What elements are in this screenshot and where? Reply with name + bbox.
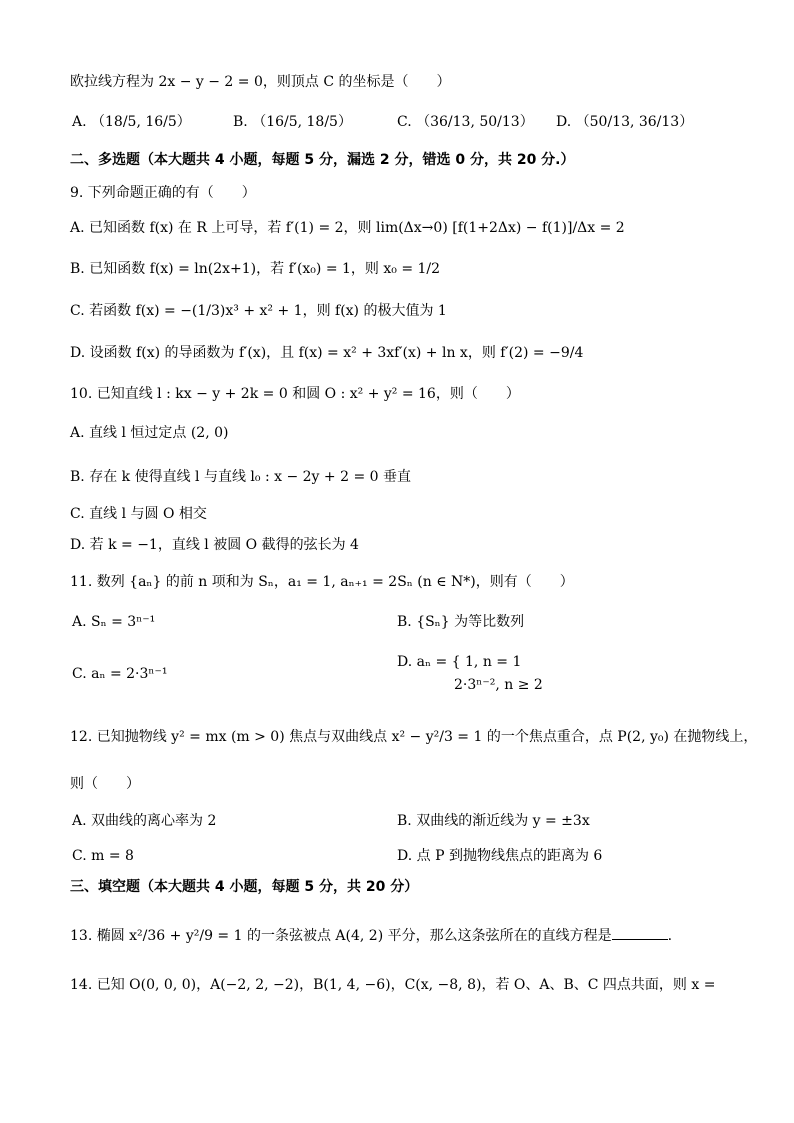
q10-option-b: B. 存在 k 使得直线 l 与直线 l₀ : x − 2y + 2 = 0 垂直 [70,469,411,485]
q10-option-a: A. 直线 l 恒过定点 (2, 0) [70,425,229,441]
q13-text: 13. 椭圆 x²/36 + y²/9 = 1 的一条弦被点 A(4, 2) 平分，那么这条弦所在的直线方程是 [70,928,612,944]
q10-option-c: C. 直线 l 与圆 O 相交 [70,506,207,522]
q11-option-c: C. aₙ = 2·3ⁿ⁻¹ [72,666,168,682]
q9-option-a: A. 已知函数 f(x) 在 R 上可导，若 f′(1) = 2，则 lim(Δx→0) [f(1+2Δx) − f(1)]/Δx = 2 [70,220,625,236]
q12-option-d: D. 点 P 到抛物线焦点的距离为 6 [397,848,603,864]
section-2-heading: 二、多选题（本大题共 4 小题，每题 5 分，漏选 2 分，错选 0 分，共 20 分.） [70,152,575,168]
q8-stem-cont: 欧拉线方程为 2x − y − 2 = 0，则顶点 C 的坐标是（ ） [70,74,451,90]
q12-stem: 12. 已知抛物线 y² = mx (m > 0) 焦点与双曲线点 x² − y²/3 = 1 的一个焦点重合，点 P(2, y₀) 在抛物线上， [70,729,758,745]
q13-period: . [667,928,673,944]
q9-option-d: D. 设函数 f(x) 的导函数为 f′(x)，且 f(x) = x² + 3xf′(x) + ln x，则 f′(2) = −9/4 [70,345,584,361]
q11-option-b: B. {Sₙ} 为等比数列 [397,614,525,630]
q11-option-a: A. Sₙ = 3ⁿ⁻¹ [72,614,156,630]
q11-option-d-line1: D. aₙ = { 1, n = 1 [397,654,522,670]
q9-stem: 9. 下列命题正确的有（ ） [70,185,256,201]
q9-option-c: C. 若函数 f(x) = −(1/3)x³ + x² + 1，则 f(x) 的极大值为 1 [70,303,447,319]
q8-option-b: B. （16/5, 18/5） [233,114,352,130]
answer-blank[interactable] [612,925,668,940]
q12-option-c: C. m = 8 [72,848,134,864]
q8-option-c: C. （36/13, 50/13） [397,114,534,130]
q13-stem [70,925,672,946]
q12-option-a: A. 双曲线的离心率为 2 [72,813,217,829]
q14-stem: 14. 已知 O(0, 0, 0)，A(−2, 2, −2)，B(1, 4, −6)，C(x, −8, 8)，若 O、A、B、C 四点共面，则 x = [70,977,716,993]
q12-stem-cont: 则（ ） [70,776,140,792]
q9-option-b: B. 已知函数 f(x) = ln(2x+1)，若 f′(x₀) = 1，则 x₀ = 1/2 [70,261,441,277]
q8-option-a: A. （18/5, 16/5） [72,114,191,130]
q10-option-d: D. 若 k = −1，直线 l 被圆 O 截得的弦长为 4 [70,537,359,553]
q12-option-b: B. 双曲线的渐近线为 y = ±3x [397,813,590,829]
q11-stem: 11. 数列 {aₙ} 的前 n 项和为 Sₙ，a₁ = 1, aₙ₊₁ = 2Sₙ (n ∈ N*)，则有（ ） [70,574,574,590]
q8-option-d: D. （50/13, 36/13） [556,114,694,130]
q10-stem: 10. 已知直线 l : kx − y + 2k = 0 和圆 O : x² + y² = 16，则（ ） [70,386,520,402]
section-3-heading: 三、填空题（本大题共 4 小题，每题 5 分，共 20 分） [70,879,419,895]
q11-option-d-line2: 2·3ⁿ⁻², n ≥ 2 [454,677,543,693]
